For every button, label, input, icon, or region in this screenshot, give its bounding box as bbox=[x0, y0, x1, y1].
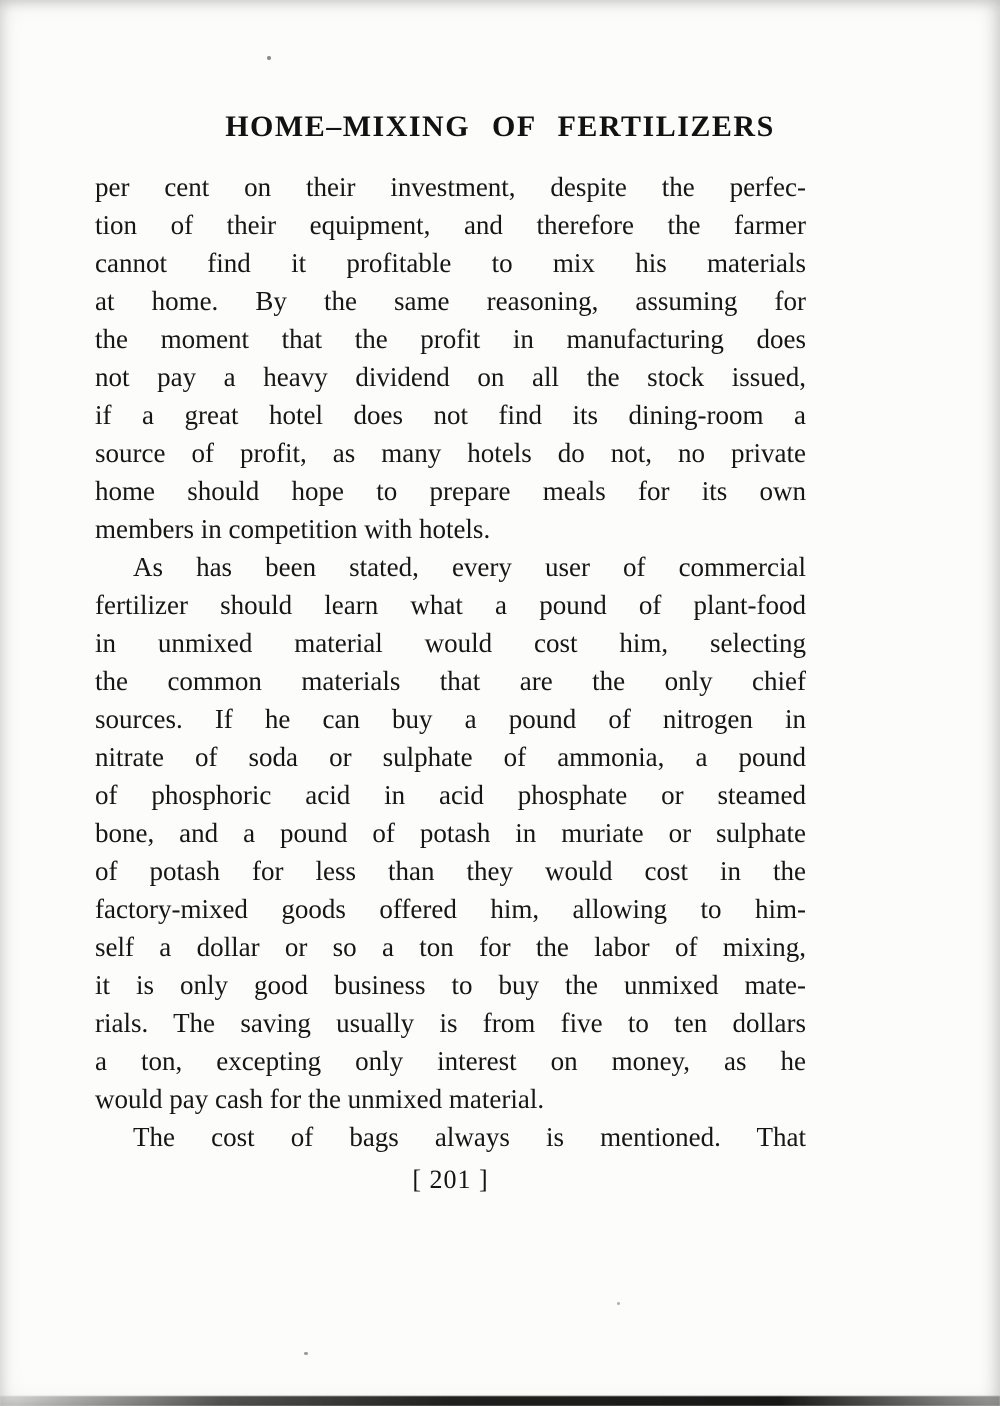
text-line: cannot find it profitable to mix his materials bbox=[95, 248, 806, 278]
text-line: it is only good business to buy the unmixed mate- bbox=[95, 970, 806, 1000]
text-line: As has been stated, every user of commercial bbox=[133, 552, 806, 582]
text-block bbox=[95, 168, 806, 1199]
text-line: members in competition with hotels. bbox=[95, 514, 491, 544]
text-line: of potash for less than they would cost in the bbox=[95, 856, 806, 886]
text-line: of phosphoric acid in acid phosphate or steamed bbox=[95, 780, 806, 810]
page-title: HOME–MIXING OF FERTILIZERS bbox=[225, 110, 775, 143]
text-line: nitrate of soda or sulphate of ammonia, a pound bbox=[95, 742, 806, 772]
text-line: sources. If he can buy a pound of nitrogen in bbox=[95, 704, 806, 734]
text-line: self a dollar or so a ton for the labor of mixing, bbox=[95, 932, 806, 962]
text-line: per cent on their investment, despite the perfec- bbox=[95, 172, 806, 202]
text-line: would pay cash for the unmixed material. bbox=[95, 1084, 545, 1114]
text-line: fertilizer should learn what a pound of plant-food bbox=[95, 590, 806, 620]
page-number: [ 201 ] bbox=[412, 1165, 489, 1194]
scan-speck bbox=[267, 56, 271, 60]
paragraph-3 bbox=[95, 1118, 806, 1156]
text-line: a ton, excepting only interest on money, as he bbox=[95, 1046, 806, 1076]
paragraph-2 bbox=[95, 548, 806, 1118]
text-line: if a great hotel does not find its dining-room a bbox=[95, 400, 806, 430]
text-line: the common materials that are the only chief bbox=[95, 666, 806, 696]
text-line: not pay a heavy dividend on all the stock issued, bbox=[95, 362, 806, 392]
text-line: factory-mixed goods offered him, allowing to him- bbox=[95, 894, 806, 924]
text-line: tion of their equipment, and therefore the farmer bbox=[95, 210, 806, 240]
text-line: in unmixed material would cost him, selecting bbox=[95, 628, 806, 658]
scan-artifact-bottom-bar bbox=[0, 1396, 1000, 1406]
text-line: bone, and a pound of potash in muriate or sulphate bbox=[95, 818, 806, 848]
text-line: at home. By the same reasoning, assuming for bbox=[95, 286, 806, 316]
paragraph-1 bbox=[95, 168, 806, 548]
text-line: The cost of bags always is mentioned. That bbox=[133, 1122, 806, 1152]
scan-speck bbox=[304, 1352, 308, 1355]
text-line: home should hope to prepare meals for its own bbox=[95, 476, 806, 506]
text-line: rials. The saving usually is from five to ten dollars bbox=[95, 1008, 806, 1038]
text-line: the moment that the profit in manufacturing does bbox=[95, 324, 806, 354]
scan-speck bbox=[617, 1302, 620, 1305]
text-line: source of profit, as many hotels do not, no private bbox=[95, 438, 806, 468]
